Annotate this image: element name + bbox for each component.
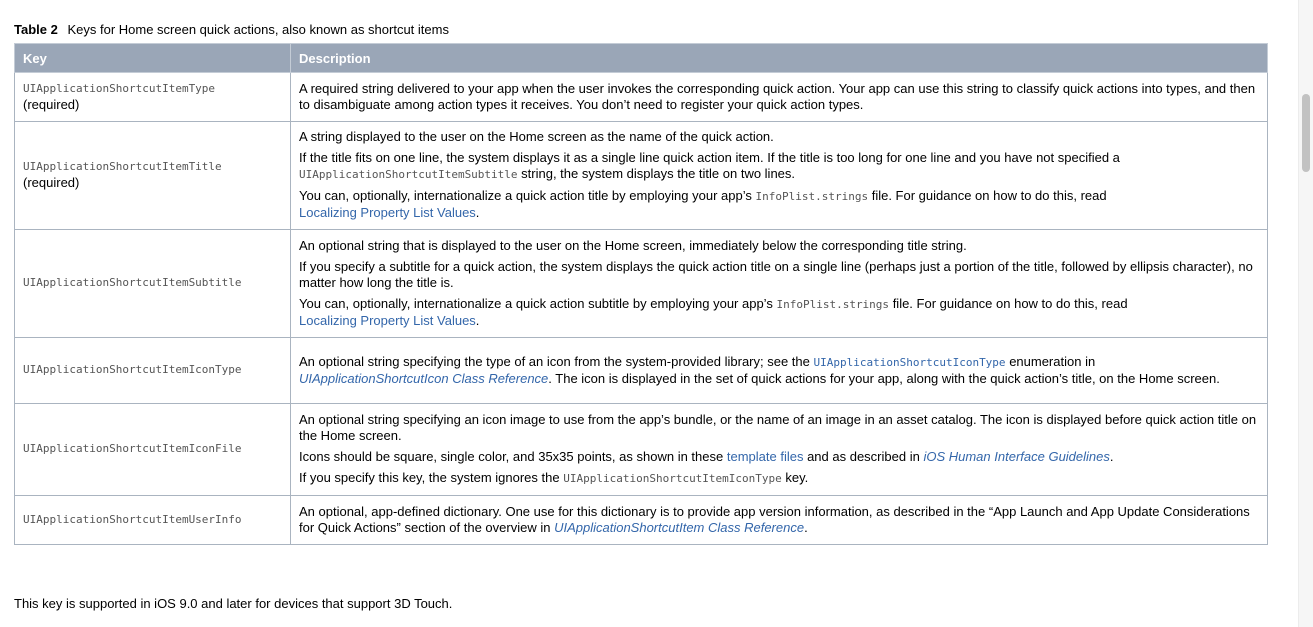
availability-note: This key is supported in iOS 9.0 and later for devices that support 3D Touch.	[14, 596, 453, 611]
code-subtitle-key: UIApplicationShortcutItemSubtitle	[299, 168, 518, 181]
table-header-row	[15, 44, 1268, 73]
description-text: An optional string specifying the type of an icon from the system-provided library; see the UIApplicationShortcutIconType enumeration in UIApplicationShortcutIcon Class Reference. The icon is displayed in the set of quick actions for your app, along with the quick action’s title, on the Home screen.	[299, 353, 1220, 386]
link-localizing-property-list-values[interactable]: Localizing Property List Values	[299, 312, 476, 328]
key-name: UIApplicationShortcutItemIconFile	[23, 442, 242, 455]
table-row	[15, 338, 1268, 404]
table-row	[15, 73, 1268, 122]
key-cell	[15, 122, 291, 230]
key-name: UIApplicationShortcutItemTitle	[23, 160, 222, 173]
code-infoplist-strings: InfoPlist.strings	[776, 297, 890, 311]
description-cell	[291, 230, 1268, 338]
key-cell	[15, 404, 291, 496]
description-text: A string displayed to the user on the Home screen as the name of the quick action.	[299, 129, 774, 144]
column-header-key: Key	[15, 44, 291, 73]
description-cell	[291, 122, 1268, 230]
key-name: UIApplicationShortcutItemUserInfo	[23, 512, 242, 526]
description-text: Icons should be square, single color, and 35x35 points, as shown in these template files and as described in iOS Human Interface Guidelines.	[299, 448, 1114, 464]
vertical-scrollbar[interactable]	[1298, 0, 1313, 627]
table-row	[15, 230, 1268, 338]
description-cell	[291, 338, 1268, 404]
description-text: If you specify this key, the system ignores the UIApplicationShortcutItemIconType key.	[299, 469, 809, 485]
description-text: A required string delivered to your app when the user invokes the corresponding quick action. Your app can use this string to classify quick actions into types, and then to disambiguate among action types it receives. You don’t need to register your quick action types.	[299, 80, 1256, 112]
description-cell	[291, 73, 1268, 122]
description-text: You can, optionally, internationalize a quick action title by employing your app’s InfoPlist.strings file. For guidance on how to do this, read Localizing Property List Values.	[299, 188, 1107, 220]
key-cell	[15, 496, 291, 545]
key-cell	[15, 73, 291, 122]
key-name: UIApplicationShortcutItemSubtitle	[23, 276, 242, 289]
description-text: If you specify a subtitle for a quick action, the system displays the quick action title on a single line (perhaps just a portion of the title, followed by ellipsis character), no matter how long the title is.	[299, 258, 1253, 290]
table-row	[15, 404, 1268, 496]
required-label: (required)	[23, 175, 80, 190]
key-cell	[15, 338, 291, 404]
description-text: You can, optionally, internationalize a quick action subtitle by employing your app’s InfoPlist.strings file. For guidance on how to do this, read Localizing Property List Values.	[299, 295, 1128, 328]
link-localizing-property-list-values[interactable]: Localizing Property List Values	[299, 205, 476, 220]
link-shortcut-icon-type[interactable]: UIApplicationShortcutIconType	[813, 355, 1006, 369]
code-infoplist-strings: InfoPlist.strings	[755, 190, 869, 203]
link-template-files[interactable]: template files	[726, 448, 804, 464]
description-cell	[291, 404, 1268, 496]
table-caption	[14, 22, 449, 38]
keys-table	[14, 43, 1268, 545]
required-label: (required)	[23, 96, 80, 112]
description-text: An optional string specifying an icon image to use from the app’s bundle, or the name of an image in an asset catalog. The icon is displayed before quick action title on the Home screen.	[299, 411, 1257, 443]
table-row	[15, 496, 1268, 545]
table-title: Keys for Home screen quick actions, also known as shortcut items	[67, 22, 449, 37]
code-icon-type-key: UIApplicationShortcutItemIconType	[563, 471, 782, 485]
description-text: An optional string that is displayed to the user on the Home screen, immediately below the corresponding title string.	[299, 237, 967, 253]
link-shortcut-item-class-reference[interactable]: UIApplicationShortcutItem Class Reference	[554, 519, 805, 535]
key-cell	[15, 230, 291, 338]
table-number: Table 2	[14, 22, 58, 37]
link-shortcut-icon-class-reference[interactable]: UIApplicationShortcutIcon Class Reference	[299, 370, 549, 386]
key-name: UIApplicationShortcutItemType	[23, 81, 216, 95]
table-row	[15, 122, 1268, 230]
column-header-description: Description	[291, 44, 1268, 73]
description-text: An optional, app-defined dictionary. One use for this dictionary is to provide app version information, as described in the “App Launch and App Update Considerations for Quick Actions” section of the overview in UIApplicationShortcutItem Class Reference.	[299, 503, 1250, 535]
key-name: UIApplicationShortcutItemIconType	[23, 363, 242, 376]
scrollbar-thumb[interactable]	[1302, 94, 1310, 172]
description-text: If the title fits on one line, the system displays it as a single line quick action item. If the title is too long for one line and you have not specified a UIApplicationShortcutItemSubtitle string, the system displays the title on two lines.	[299, 150, 1120, 181]
description-cell	[291, 496, 1268, 545]
link-ios-human-interface-guidelines[interactable]: iOS Human Interface Guidelines	[923, 448, 1110, 464]
